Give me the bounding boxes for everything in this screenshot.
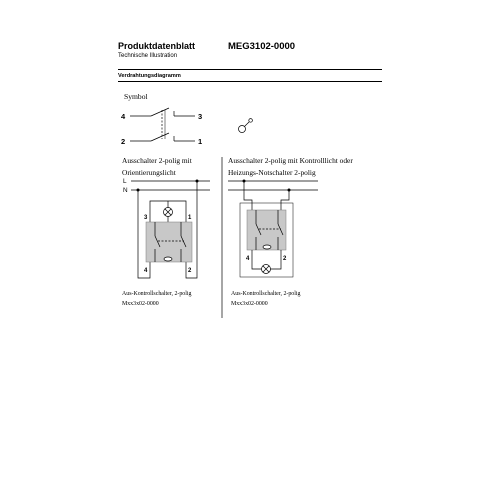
right-article-number: Mxx3x02-0000 <box>231 300 268 307</box>
right-caption-line-2: Heizungs-Notschalter 2-polig <box>228 167 316 177</box>
right-wire-to-lamp-2 <box>271 250 282 269</box>
right-caption-line-1: Ausschalter 2-polig mit Kontrolllicht oder <box>228 156 353 165</box>
section-title: Verdrahtungsdiagramm <box>118 73 181 79</box>
symbol-terminal-2: 2 <box>121 137 126 146</box>
lamp-icon <box>262 265 271 274</box>
switch-symbol <box>121 108 202 146</box>
right-terminal-2: 2 <box>283 256 287 262</box>
document-subtitle: Technische Illustration <box>118 53 178 59</box>
left-caption-line-2: Orientierungslicht <box>122 167 176 177</box>
symbol-terminal-3: 3 <box>198 112 203 121</box>
symbol-terminal-4: 4 <box>121 112 126 121</box>
right-terminal-4: 4 <box>246 256 250 262</box>
left-terminal-2: 2 <box>188 268 192 274</box>
left-article-number: Mxx3x02-0000 <box>122 300 159 307</box>
right-wire-L <box>244 181 252 210</box>
symbol-terminal-1: 1 <box>198 137 203 146</box>
left-line-N-label: N <box>123 187 128 194</box>
right-wire-N <box>281 190 289 210</box>
right-wiring-diagram <box>228 180 318 278</box>
product-code: MEG3102-0000 <box>228 41 296 52</box>
right-description-text: Aus-Kontrollschalter, 2-polig <box>231 291 301 297</box>
left-wiring-diagram <box>123 178 210 278</box>
right-switch-housing <box>247 210 286 250</box>
left-caption-line-1: Ausschalter 2-polig mit <box>122 156 192 165</box>
left-terminal-4: 4 <box>144 268 148 274</box>
symbol-label: Symbol <box>124 92 148 101</box>
symbol-contact-top <box>151 108 169 116</box>
right-wire-to-lamp-4 <box>252 250 262 269</box>
left-terminal-3: 3 <box>144 215 148 221</box>
left-terminal-1: 1 <box>188 215 192 221</box>
symbol-contact-bottom <box>151 133 169 141</box>
key-icon <box>239 119 253 133</box>
document-type: Produktdatenblatt <box>118 41 196 51</box>
left-line-L-label: L <box>123 178 127 185</box>
left-description-text: Aus-Kontrollschalter, 2-polig <box>122 291 192 297</box>
left-switch-housing <box>146 222 192 262</box>
lamp-icon <box>164 208 173 217</box>
